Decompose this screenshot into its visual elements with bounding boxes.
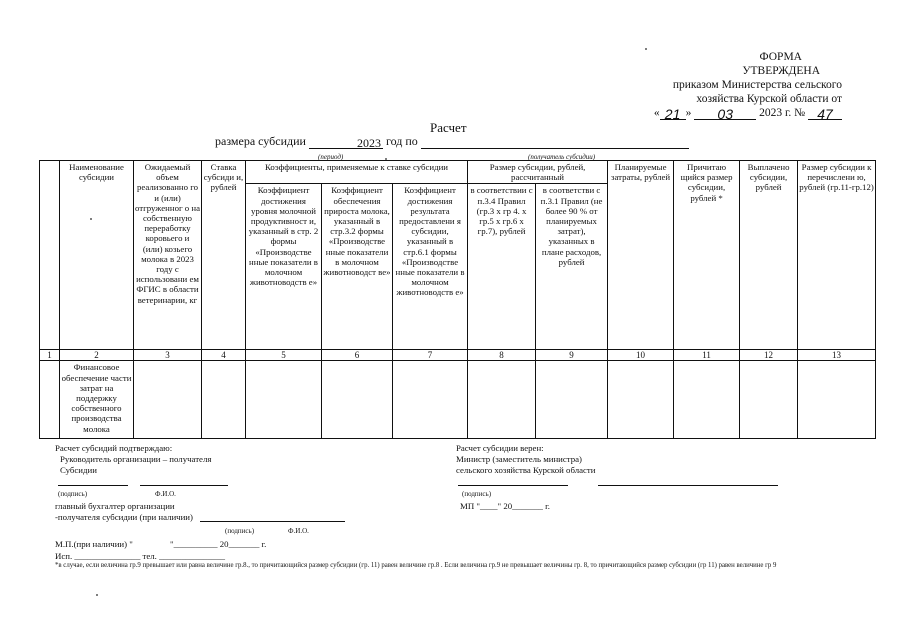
period-caption: (период) (318, 153, 344, 161)
table-cell (798, 361, 876, 439)
table-cell (40, 361, 60, 439)
header-cell-rate: Ставка субсиди и, рублей (202, 161, 246, 350)
header-cell-coef-group: Коэффициенты, применяемые к ставке субсидии (246, 161, 468, 184)
column-number: 9 (536, 350, 608, 361)
minister-line-2: сельского хозяйства Курской области (456, 465, 596, 475)
table-row (40, 361, 876, 439)
approved-label: УТВЕРЖДЕНА (742, 65, 820, 77)
header-cell-paid: Выплачено субсидии, рублей (740, 161, 798, 350)
column-number: 1 (40, 350, 60, 361)
column-number-row (40, 350, 876, 361)
approval-header (582, 50, 842, 120)
scan-speck (90, 218, 92, 220)
column-number: 13 (798, 350, 876, 361)
mp-left-date: "__________ 20_______ г. (170, 539, 267, 549)
subsidy-calculation-table (39, 160, 876, 439)
executor-line: Исп. _______________ тел. _______________ (55, 551, 226, 561)
header-cell-coef3: Коэффициент достижения результата предоставлени я субсидии, указанный в стр.6.1 формы «Производстве нные показатели в молочном животноводств е» (393, 184, 468, 350)
order-date-line: « 21 » 03 2023 г. № 47 (582, 106, 842, 120)
minister-name-line (598, 485, 778, 486)
accountant-line-1: главный бухгалтер организации (55, 501, 175, 511)
header-cell-calc2: в соответстви с п.3.1 Правил (не более 90 % от планируемых затрат), указанных в плане расходов, рублей (536, 184, 608, 350)
column-number: 3 (134, 350, 202, 361)
recipient-blank (421, 136, 689, 149)
document-title: Расчет (430, 120, 467, 135)
table-cell (322, 361, 393, 439)
accountant-line (200, 521, 345, 522)
minister-line-1: Министр (заместитель министра) (456, 454, 582, 464)
column-number: 2 (60, 350, 134, 361)
accountant-line-2: -получателя субсидии (при наличии) (55, 512, 193, 522)
column-number: 7 (393, 350, 468, 361)
period-blank (309, 136, 357, 149)
head-line-2: Субсидии (60, 465, 97, 475)
mp-left: М.П.(при наличии) " (55, 539, 133, 549)
table-cell (393, 361, 468, 439)
table-cell (202, 361, 246, 439)
document-subtitle: размера субсидии 2023 год по (215, 134, 689, 149)
header-cell-volume: Ожидаемый объем реализованно го и (или) отгруженног о на собственную переработку коровьего и (или) козьего молока в 2023 году с использовани ем ФГИС в области ветеринарии, кг (134, 161, 202, 350)
name-line (140, 485, 228, 486)
confirm-label: Расчет субсидий подтверждаю: (55, 443, 173, 453)
row-subsidy-name: Финансовое обеспечение части затрат на поддержку собственного производства молока (60, 361, 134, 439)
mp-right: МП "____" 20_______ г. (460, 501, 550, 511)
minister-signature-line (458, 485, 568, 486)
header-cell-number (40, 161, 60, 350)
header-cell-planned: Планируемые затраты, рублей (608, 161, 674, 350)
column-number: 8 (468, 350, 536, 361)
scan-speck (385, 158, 387, 160)
table-cell (134, 361, 202, 439)
header-cell-transfer: Размер субсидии к перечислени ю, рублей (гр.11-гр.12) (798, 161, 876, 350)
table-cell (608, 361, 674, 439)
sign-caption: (подпись) (58, 490, 88, 498)
column-number: 5 (246, 350, 322, 361)
header-cell-names: Наименование субсидии (60, 161, 134, 350)
table-cell (740, 361, 798, 439)
column-number: 4 (202, 350, 246, 361)
header-cell-calc-group: Размер субсидии, рублей, рассчитанный (468, 161, 608, 184)
sign-caption-2: (подпись) (225, 527, 255, 535)
name-caption: Ф.И.О. (155, 490, 176, 498)
header-cell-coef1: Коэффициент достижения уровня молочной продуктивност и, указанный в стр. 2 формы «Производстве нные показатели в молочном животноводств е» (246, 184, 322, 350)
column-number: 10 (608, 350, 674, 361)
footnote: *в случае, если величина гр.9 превышает или равна величине гр.8., то причитающийся размер субсидии (гр. 11) равен величине гр.8 . Если величина гр.9 не превышает величины гр. 8, то причитающийся размер субсидии (гр 11) равен величине гр 9 (55, 562, 777, 569)
order-line-2: хозяйства Курской области от (696, 93, 842, 105)
scan-speck (96, 594, 98, 596)
sign-caption-3: (подпись) (462, 490, 492, 498)
head-line-1: Руководитель организации – получателя (60, 454, 212, 464)
recipient-caption: (получатель субсидии) (528, 153, 596, 161)
table-cell (536, 361, 608, 439)
header-cell-coef2: Коэффициент обеспечения прироста молока, указанный в стр.3.2 формы «Производстве нные показатели в молочном животноводст ве» (322, 184, 393, 350)
order-year: 2023 (759, 107, 783, 119)
column-number: 11 (674, 350, 740, 361)
header-cell-calc1: в соответствии с п.3.4 Правил (гр.3 х гр 4. х гр.5 х гр.6 х гр.7), рублей (468, 184, 536, 350)
header-cell-due: Причитаю щийся размер субсидии, рублей * (674, 161, 740, 350)
order-number: 47 (808, 107, 842, 120)
name-caption-2: Ф.И.О. (288, 527, 309, 535)
signature-line (58, 485, 128, 486)
order-line-1: приказом Министерства сельского (672, 79, 842, 91)
table-cell (246, 361, 322, 439)
column-number: 6 (322, 350, 393, 361)
table-cell (674, 361, 740, 439)
column-number: 12 (740, 350, 798, 361)
scan-speck (645, 48, 647, 50)
verified-label: Расчет субсидии верен: (456, 443, 544, 453)
order-day: 21 (660, 107, 686, 120)
order-month: 03 (694, 107, 756, 120)
form-label: ФОРМА (759, 51, 802, 63)
subtitle-year: 2023 (356, 136, 381, 150)
table-cell (468, 361, 536, 439)
